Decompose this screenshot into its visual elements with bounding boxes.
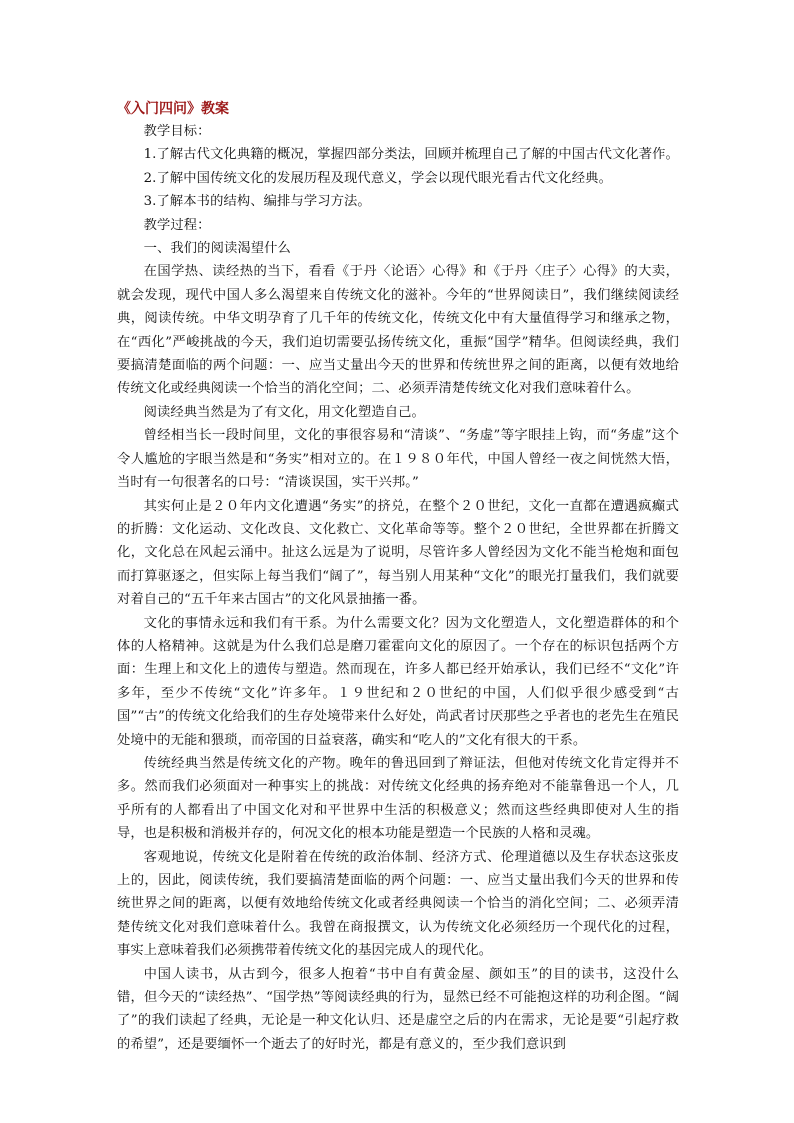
document-title: 《入门四问》教案	[117, 101, 229, 117]
paragraph: 文化的事情永远和我们有干系。为什么需要文化？因为文化塑造人，文化塑造群体的和个体的人格精神。这就是为什么我们总是磨刀霍霍向文化的原因了。一个存在的标识包括两个方面：生理上和文化上的遗传与塑造。然而现在，许多人都已经开始承认，我们已经不“文化”许多年，至少不传统“文化”许多年。１９世纪和２０世纪的中国，人们似乎很少感受到“古国”“古”的传统文化给我们的生存处境带来什么好处，尚武者讨厌那些之乎者也的老先生在殖民处境中的无能和猥琐，而帝国的日益衰落，确实和“吃人的”文化有很大的干系。	[117, 615, 679, 748]
document-page	[117, 98, 679, 1056]
paragraph: 客观地说，传统文化是附着在传统的政治体制、经济方式、伦理道德以及生存状态这张皮上的，因此，阅读传统，我们要搞清楚面临的两个问题：一、应当丈量出我们今天的世界和传统世界之间的距离，以便有效地给传统文化或者经典阅读一个恰当的消化空间；二、必须弄清楚传统文化对我们意味着什么。我曾在商报撰文，认为传统文化必须经历一个现代化的过程，事实上意味着我们必须携带着传统文化的基因完成人的现代化。	[117, 849, 679, 959]
paragraph: 在国学热、读经热的当下，看看《于丹〈论语〉心得》和《于丹〈庄子〉心得》的大卖，就会发现，现代中国人多么渴望来自传统文化的滋补。今年的“世界阅读日”，我们继续阅读经典，阅读传统。中华文明孕育了几千年的传统文化，传统文化中有大量值得学习和继承之物，在“西化”严峻挑战的今天，我们迫切需要弘扬传统文化，重振“国学”精华。但阅读经典，我们要搞清楚面临的两个问题：一、应当丈量出今天的世界和传统世界之间的距离，以便有效地给传统文化或经典阅读一个恰当的消化空间；二、必须弄清楚传统文化对我们意味着什么。	[117, 264, 679, 397]
paragraph: 1.了解古代文化典籍的概况，掌握四部分类法，回顾并梳理自己了解的中国古代文化著作。	[143, 147, 679, 163]
paragraph: 曾经相当长一段时间里，文化的事很容易和“清谈”、“务虚”等字眼挂上钩，而“务虚”这个令人尴尬的字眼当然是和“务实”相对立的。在１９８０年代，中国人曾经一夜之间恍然大悟，当时有一句很著名的口号：“清谈误国，实干兴邦。”	[117, 428, 679, 491]
section-heading: 一、我们的阅读渴望什么	[143, 241, 291, 257]
paragraph: 教学目标：	[143, 124, 211, 139]
paragraph: 2.了解中国传统文化的发展历程及现代意义，学会以现代眼光看古代文化经典。	[143, 170, 612, 186]
paragraph: 中国人读书，从古到今，很多人抱着“书中自有黄金屋、颜如玉”的目的读书，这没什么错，但今天的“读经热”、“国学热”等阅读经典的行为，显然已经不可能抱这样的功利企图。“阔了”的我们读起了经典，无论是一种文化认归、还是虚空之后的内在需求，无论是要“引起疗救的希望”，还是要缅怀一个逝去了的好时光，都是有意义的，至少我们意识到	[117, 966, 679, 1052]
paragraph: 教学过程：	[143, 217, 211, 233]
paragraph: 阅读经典当然是为了有文化，用文化塑造自己。	[143, 404, 425, 420]
paragraph: 其实何止是２０年内文化遭遇“务实”的挤兑，在整个２０世纪，文化一直都在遭遇疯癫式的折腾：文化运动、文化改良、文化救亡、文化革命等等。整个２０世纪，全世界都在折腾文化，文化总在风起云涌中。扯这么远是为了说明，尽管许多人曾经因为文化不能当枪炮和面包而打算驱逐之，但实际上每当我们“阔了”，每当别人用某种“文化”的眼光打量我们，我们就要对着自己的“五千年来古国古”的文化风景抽搐一番。	[117, 498, 679, 608]
paragraph: 传统经典当然是传统文化的产物。晚年的鲁迅回到了辩证法，但他对传统文化肯定得并不多。然而我们必须面对一种事实上的挑战：对传统文化经典的扬弃绝对不能靠鲁迅一个人，几乎所有的人都看出了中国文化对和平世界中生活的积极意义；然而这些经典即使对人生的指导，也是积极和消极并存的，何况文化的根本功能是塑造一个民族的人格和灵魂。	[117, 755, 679, 842]
paragraph: 3.了解本书的结构、编排与学习方法。	[143, 194, 371, 210]
